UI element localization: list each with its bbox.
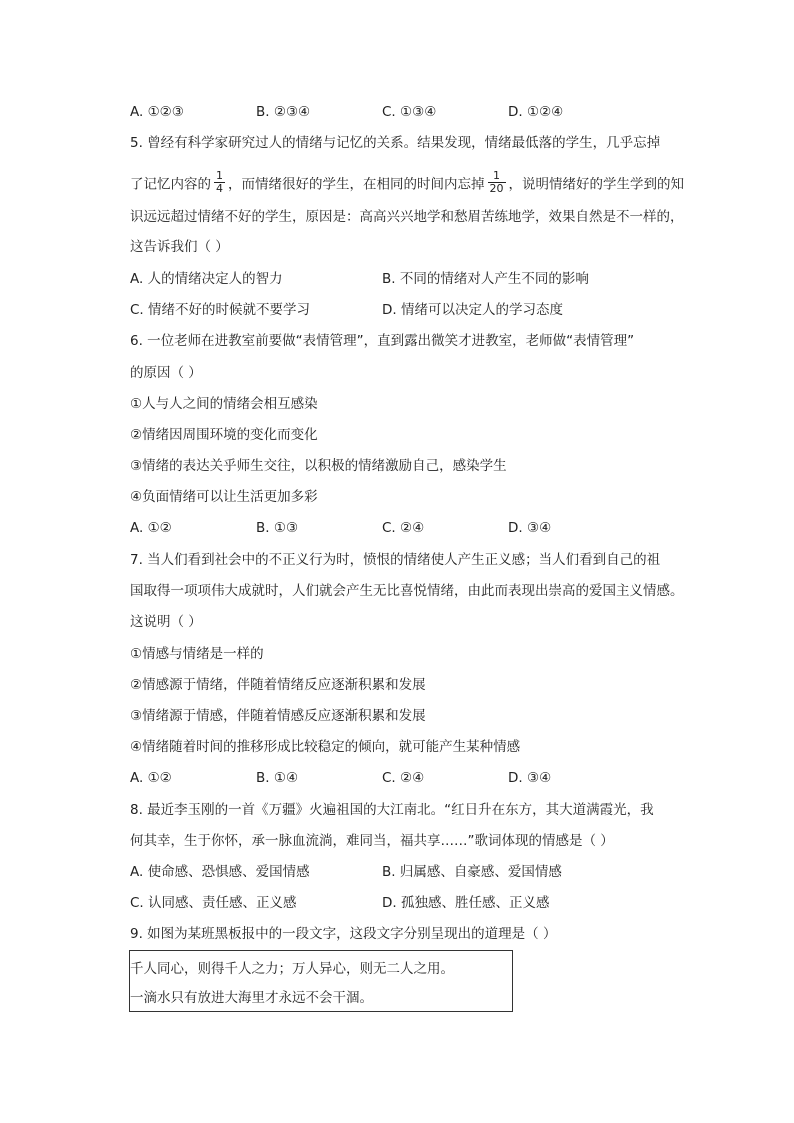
q7-option-d[interactable]: D. ③④: [508, 770, 552, 786]
fraction-numerator: 1: [493, 169, 500, 182]
q7-option-b[interactable]: B. ①④: [256, 770, 299, 786]
q7-option-a[interactable]: A. ①②: [130, 770, 172, 786]
q6-item-2: ②情绪因周围环境的变化而变化: [130, 427, 318, 443]
q9-stem-line1: 9. 如图为某班黑板报中的一段文字，这段文字分别呈现出的道理是（ ）: [130, 926, 557, 942]
q6-option-b[interactable]: B. ①③: [256, 520, 299, 536]
q7-stem-line2: 国取得一项项伟大成就时，人们就会产生无比喜悦情绪，由此而表现出崇高的爱国主义情感。: [130, 583, 684, 599]
q6-stem-line2: 的原因（ ）: [130, 365, 202, 381]
q5-option-b[interactable]: B. 不同的情绪对人产生不同的影响: [382, 271, 589, 287]
q8-stem-line1: 8. 最近李玉刚的一首《万疆》火遍祖国的大江南北。“红日升在东方，其大道满霞光，我: [130, 802, 654, 818]
q8-option-c[interactable]: C. 认同感、责任感、正义感: [130, 895, 297, 911]
q7-item-4: ④情绪随着时间的推移形成比较稳定的倾向，就可能产生某种情感: [130, 739, 521, 755]
q5-stem-line4: 这告诉我们（ ）: [130, 239, 229, 255]
q4-option-c[interactable]: C. ①③④: [382, 104, 437, 120]
q4-option-d[interactable]: D. ①②④: [508, 104, 564, 120]
fraction-one-twentieth: [488, 170, 506, 195]
q8-stem-line2: 何其幸，生于你怀，承一脉血流淌，难同当，福共享……”歌词体现的情感是（ ）: [130, 833, 614, 849]
q7-option-c[interactable]: C. ②④: [382, 770, 425, 786]
q5-stem-text-a: 了记忆内容的: [130, 176, 211, 193]
q6-item-1: ①人与人之间的情绪会相互感染: [130, 396, 318, 412]
blackboard-quote-box: [129, 950, 513, 1012]
q4-option-a[interactable]: A. ①②③: [130, 104, 184, 120]
quote-line-1: 千人同心，则得千人之力；万人异心，则无二人之用。: [130, 961, 454, 977]
q5-stem-text-b: ，而情绪很好的学生，在相同的时间内忘掉: [228, 176, 485, 193]
q6-item-4: ④负面情绪可以让生活更加多彩: [130, 489, 318, 505]
quote-line-2: 一滴水只有放进大海里才永远不会干涸。: [130, 990, 373, 1006]
q6-item-3: ③情绪的表达关乎师生交往，以积极的情绪激励自己，感染学生: [130, 458, 507, 474]
q8-option-b[interactable]: B. 归属感、自豪感、爱国情感: [382, 864, 562, 880]
q7-item-3: ③情绪源于情感，伴随着情感反应逐渐积累和发展: [130, 708, 426, 724]
q7-item-1: ①情感与情绪是一样的: [130, 646, 264, 662]
fraction-denominator: 20: [489, 182, 504, 195]
q8-option-d[interactable]: D. 孤独感、胜任感、正义感: [382, 895, 550, 911]
fraction-numerator: 1: [216, 169, 223, 182]
q7-item-2: ②情感源于情绪，伴随着情绪反应逐渐积累和发展: [130, 677, 426, 693]
q4-option-b[interactable]: B. ②③④: [256, 104, 311, 120]
q6-option-a[interactable]: A. ①②: [130, 520, 172, 536]
q7-stem-line1: 7. 当人们看到社会中的不正义行为时，愤恨的情绪使人产生正义感；当人们看到自己的祖: [130, 552, 661, 568]
fraction-denominator: 4: [216, 182, 223, 195]
q5-stem-text-c: ，说明情绪好的学生学到的知: [508, 176, 684, 193]
q5-option-a[interactable]: A. 人的情绪决定人的智力: [130, 271, 283, 287]
q6-stem-line1: 6. 一位老师在进教室前要做“表情管理”，直到露出微笑才进教室，老师做“表情管理”: [130, 333, 635, 349]
q6-option-c[interactable]: C. ②④: [382, 520, 425, 536]
fraction-one-quarter: [214, 170, 225, 195]
q5-stem-line2: [130, 169, 684, 197]
q5-stem-line3: 识远远超过情绪不好的学生，原因是：高高兴兴地学和愁眉苦练地学，效果自然是不一样的，: [130, 209, 684, 225]
q7-stem-line3: 这说明（ ）: [130, 614, 202, 630]
q8-option-a[interactable]: A. 使命感、恐惧感、爱国情感: [130, 864, 310, 880]
q5-stem-line1: 5. 曾经有科学家研究过人的情绪与记忆的关系。结果发现，情绪最低落的学生，几乎忘掉: [130, 135, 661, 151]
q5-option-d[interactable]: D. 情绪可以决定人的学习态度: [382, 302, 563, 318]
q5-option-c[interactable]: C. 情绪不好的时候就不要学习: [130, 302, 311, 318]
q6-option-d[interactable]: D. ③④: [508, 520, 552, 536]
